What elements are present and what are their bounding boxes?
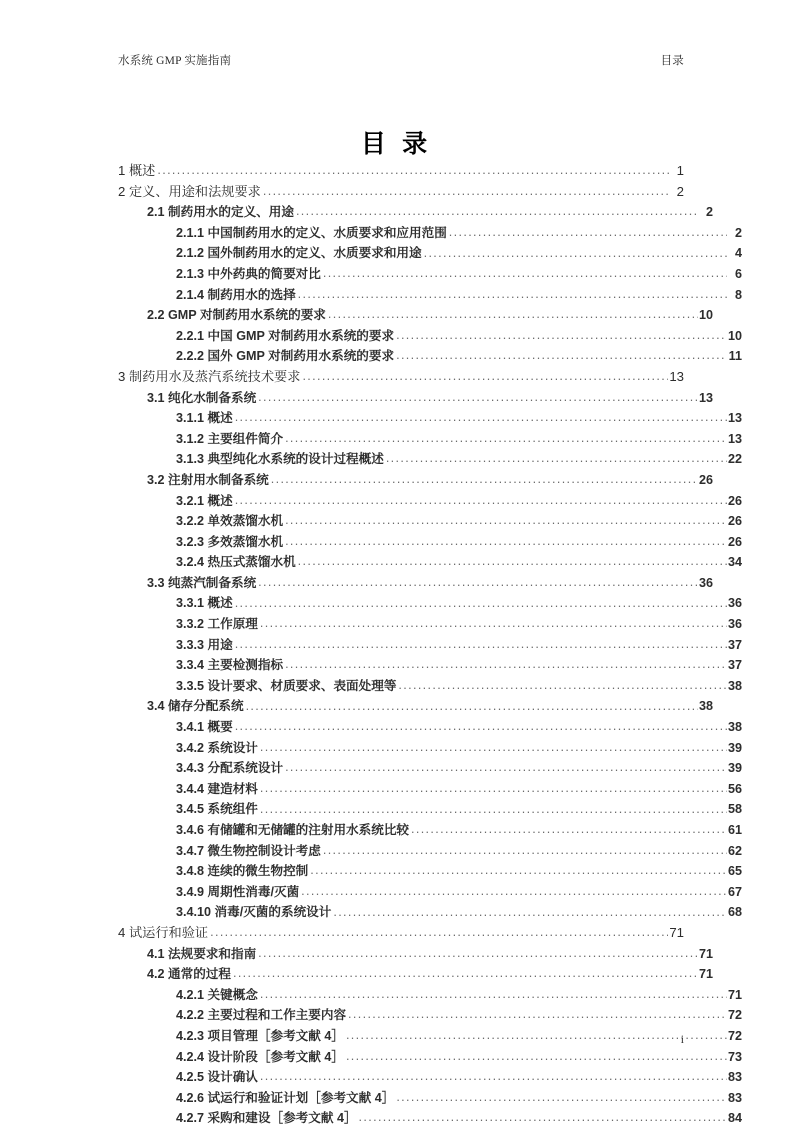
toc-leader-dots <box>328 308 698 321</box>
toc-leader-dots <box>285 761 727 774</box>
toc-entry-page-number: 71 <box>727 987 742 1002</box>
toc-entry[interactable] <box>118 387 713 408</box>
toc-entry-page-number: 83 <box>727 1070 742 1085</box>
toc-entry[interactable] <box>118 551 742 572</box>
toc-entry[interactable] <box>118 1107 742 1128</box>
toc-entry[interactable] <box>118 901 742 922</box>
toc-entry-label: 3.3.4 主要检测指标 <box>176 658 284 673</box>
toc-entry-page-number: 1 <box>676 163 684 178</box>
header-document-title: 水系统 GMP 实施指南 <box>118 55 232 67</box>
toc-entry[interactable] <box>118 1087 742 1108</box>
toc-entry-page-number: 10 <box>727 328 742 343</box>
toc-entry-page-number: 26 <box>727 493 742 508</box>
toc-entry[interactable] <box>118 428 742 449</box>
toc-entry-label: 2.1.1 中国制药用水的定义、水质要求和应用范围 <box>176 225 447 240</box>
page-title: 目 录 <box>360 131 433 158</box>
toc-entry-page-number: 71 <box>698 967 713 982</box>
toc-entry-label: 3.1.3 典型纯化水系统的设计过程概述 <box>176 452 384 467</box>
toc-entry[interactable] <box>118 1066 742 1087</box>
toc-entry[interactable] <box>118 490 742 511</box>
header-section-title: 目录 <box>660 55 684 67</box>
toc-entry-page-number: 39 <box>727 740 742 755</box>
table-of-contents <box>118 160 742 1128</box>
toc-entry-label: 2 定义、用途和法规要求 <box>118 183 261 199</box>
toc-leader-dots <box>301 885 727 898</box>
toc-entry[interactable] <box>118 469 713 490</box>
toc-leader-dots <box>285 432 727 445</box>
toc-entry[interactable] <box>118 304 713 325</box>
toc-entry-page-number: 13 <box>727 411 742 426</box>
toc-entry[interactable] <box>118 922 684 943</box>
toc-leader-dots <box>260 782 727 795</box>
toc-entry[interactable] <box>118 407 742 428</box>
toc-entry-page-number: 10 <box>698 308 713 323</box>
toc-leader-dots <box>233 967 698 980</box>
toc-entry-label: 3.4.3 分配系统设计 <box>176 761 284 776</box>
toc-leader-dots <box>246 699 698 712</box>
toc-entry-label: 4.2.3 项目管理［参考文献 4］ <box>176 1028 344 1043</box>
toc-entry[interactable] <box>118 778 742 799</box>
toc-entry[interactable] <box>118 531 742 552</box>
toc-entry[interactable] <box>118 819 742 840</box>
toc-entry-page-number: 13 <box>698 390 713 405</box>
toc-entry-page-number: 38 <box>727 678 742 693</box>
toc-entry-label: 2.1.3 中外药典的简要对比 <box>176 266 321 281</box>
toc-entry-label: 3.3.5 设计要求、材质要求、表面处理等 <box>176 678 397 693</box>
toc-entry[interactable] <box>118 1046 742 1067</box>
toc-entry-label: 3.1.2 主要组件简介 <box>176 431 284 446</box>
toc-entry[interactable] <box>118 345 742 366</box>
toc-entry-page-number: 84 <box>727 1111 742 1126</box>
toc-entry[interactable] <box>118 695 713 716</box>
toc-entry-label: 2.1.4 制药用水的选择 <box>176 287 296 302</box>
toc-leader-dots <box>396 1091 727 1104</box>
toc-leader-dots <box>235 720 727 733</box>
toc-entry[interactable] <box>118 366 684 387</box>
toc-leader-dots <box>157 164 669 177</box>
toc-entry[interactable] <box>118 1004 742 1025</box>
toc-entry-label: 2.2.2 国外 GMP 对制药用水系统的要求 <box>176 349 395 364</box>
toc-entry[interactable] <box>118 284 742 305</box>
toc-leader-dots <box>235 494 727 507</box>
toc-entry[interactable] <box>118 634 742 655</box>
toc-entry-label: 4.2 通常的过程 <box>147 967 231 982</box>
toc-entry-label: 4.2.2 主要过程和工作主要内容 <box>176 1008 347 1023</box>
toc-leader-dots <box>235 638 727 651</box>
toc-entry-page-number: 13 <box>727 431 742 446</box>
toc-leader-dots <box>210 926 668 939</box>
toc-entry-label: 3.4 储存分配系统 <box>147 699 244 714</box>
toc-leader-dots <box>449 226 727 239</box>
toc-entry[interactable] <box>118 613 742 634</box>
toc-entry-label: 4 试运行和验证 <box>118 924 209 940</box>
toc-leader-dots <box>296 205 698 218</box>
toc-entry-page-number: 8 <box>734 287 742 302</box>
toc-entry-page-number: 71 <box>669 924 684 940</box>
toc-entry-label: 4.2.7 采购和建设［参考文献 4］ <box>176 1111 357 1126</box>
toc-entry[interactable] <box>118 654 742 675</box>
toc-entry-label: 3.4.2 系统设计 <box>176 740 258 755</box>
toc-leader-dots <box>359 1111 727 1124</box>
toc-leader-dots <box>285 514 727 527</box>
toc-entry[interactable] <box>118 757 742 778</box>
toc-entry-label: 2.1.2 国外制药用水的定义、水质要求和用途 <box>176 246 422 261</box>
toc-entry-label: 3.3.3 用途 <box>176 637 233 652</box>
toc-entry-label: 3.3 纯蒸汽制备系统 <box>147 575 257 590</box>
toc-entry[interactable] <box>118 572 713 593</box>
toc-leader-dots <box>424 246 727 259</box>
toc-entry-page-number: 2 <box>734 225 742 240</box>
toc-leader-dots <box>346 1050 727 1063</box>
toc-entry-page-number: 36 <box>698 575 713 590</box>
toc-leader-dots <box>396 329 727 342</box>
toc-leader-dots <box>285 535 727 548</box>
toc-leader-dots <box>263 185 669 198</box>
toc-leader-dots <box>271 473 698 486</box>
toc-entry-label: 3.4.8 连续的微生物控制 <box>176 864 309 879</box>
toc-entry-label: 2.2 GMP 对制药用水系统的要求 <box>147 308 326 323</box>
toc-entry-page-number: 38 <box>698 699 713 714</box>
toc-entry-page-number: 68 <box>727 905 742 920</box>
toc-entry-label: 4.2.6 试运行和验证计划［参考文献 4］ <box>176 1090 395 1105</box>
toc-leader-dots <box>411 823 727 836</box>
toc-entry-label: 1 概述 <box>118 163 156 178</box>
toc-leader-dots <box>285 658 727 671</box>
toc-entry-page-number: 61 <box>727 823 742 837</box>
toc-leader-dots <box>298 555 727 568</box>
toc-entry[interactable] <box>118 860 742 881</box>
toc-leader-dots <box>348 1008 727 1021</box>
toc-entry-page-number: 26 <box>698 472 713 487</box>
toc-entry-label: 3 制药用水及蒸汽系统技术要求 <box>118 368 301 384</box>
toc-entry-page-number: 36 <box>727 596 742 611</box>
footer-page-number: i <box>680 1034 684 1046</box>
toc-entry[interactable] <box>118 263 742 284</box>
toc-leader-dots <box>260 988 727 1001</box>
toc-entry-page-number: 26 <box>727 534 742 549</box>
toc-entry-page-number: 11 <box>728 349 742 364</box>
toc-entry-label: 4.2.4 设计阶段［参考文献 4］ <box>176 1049 344 1064</box>
toc-entry-page-number: 22 <box>727 452 742 467</box>
toc-entry[interactable] <box>118 325 742 346</box>
toc-entry-label: 3.2.2 单效蒸馏水机 <box>176 514 284 529</box>
toc-entry-label: 3.4.10 消毒/灭菌的系统设计 <box>176 905 332 920</box>
toc-entry-page-number: 65 <box>727 864 742 879</box>
toc-entry-page-number: 72 <box>727 1008 742 1023</box>
toc-entry[interactable] <box>118 675 742 696</box>
toc-entry-label: 3.4.7 微生物控制设计考虑 <box>176 843 321 858</box>
toc-leader-dots <box>323 844 727 857</box>
toc-leader-dots <box>333 905 727 918</box>
toc-entry-page-number: 38 <box>727 720 742 735</box>
toc-entry-label: 4.1 法规要求和指南 <box>147 946 257 961</box>
toc-entry-page-number: 13 <box>669 368 684 384</box>
toc-leader-dots <box>235 596 727 609</box>
toc-entry-label: 2.1 制药用水的定义、用途 <box>147 205 294 220</box>
toc-entry[interactable] <box>118 160 684 181</box>
toc-leader-dots <box>302 370 668 383</box>
toc-entry-page-number: 73 <box>727 1049 742 1064</box>
toc-entry-page-number: 62 <box>727 843 742 858</box>
toc-leader-dots <box>260 802 727 815</box>
toc-entry-label: 4.2.1 关键概念 <box>176 987 258 1002</box>
toc-entry-label: 3.4.1 概要 <box>176 720 233 735</box>
toc-leader-dots <box>260 1070 727 1083</box>
toc-entry-label: 3.2.3 多效蒸馏水机 <box>176 534 284 549</box>
toc-leader-dots <box>386 452 727 465</box>
toc-entry[interactable] <box>118 798 742 819</box>
toc-entry-label: 3.2.4 热压式蒸馏水机 <box>176 555 296 570</box>
toc-entry-page-number: 39 <box>727 761 742 776</box>
toc-entry[interactable] <box>118 448 742 469</box>
toc-entry-label: 3.4.6 有储罐和无储罐的注射用水系统比较 <box>176 823 410 837</box>
toc-entry[interactable] <box>118 963 713 984</box>
toc-entry-label: 3.3.2 工作原理 <box>176 617 258 632</box>
toc-entry-label: 3.3.1 概述 <box>176 596 233 611</box>
toc-entry-page-number: 2 <box>705 205 713 220</box>
toc-leader-dots <box>323 267 727 280</box>
toc-entry-label: 3.2 注射用水制备系统 <box>147 472 269 487</box>
toc-entry-label: 3.4.5 系统组件 <box>176 802 258 817</box>
toc-entry[interactable] <box>118 592 742 613</box>
toc-entry[interactable] <box>118 840 742 861</box>
toc-entry[interactable] <box>118 881 742 902</box>
toc-entry-page-number: 6 <box>734 266 742 281</box>
toc-entry-label: 2.2.1 中国 GMP 对制药用水系统的要求 <box>176 328 395 343</box>
toc-entry-page-number: 2 <box>676 183 684 199</box>
toc-entry-page-number: 83 <box>727 1090 742 1105</box>
toc-entry-page-number: 56 <box>727 781 742 796</box>
toc-leader-dots <box>396 349 727 362</box>
toc-entry[interactable] <box>118 201 713 222</box>
page-footer <box>118 1034 684 1046</box>
toc-entry-page-number: 36 <box>727 617 742 632</box>
toc-entry-page-number: 26 <box>727 514 742 529</box>
toc-entry-page-number: 67 <box>727 884 742 899</box>
toc-leader-dots <box>235 411 727 424</box>
toc-entry-label: 3.1.1 概述 <box>176 411 233 426</box>
toc-leader-dots <box>258 391 698 404</box>
toc-entry-page-number: 4 <box>734 246 742 261</box>
toc-leader-dots <box>260 617 727 630</box>
running-header <box>118 52 684 68</box>
toc-entry[interactable] <box>118 716 742 737</box>
toc-entry-label: 3.2.1 概述 <box>176 493 233 508</box>
toc-entry-label: 3.4.9 周期性消毒/灭菌 <box>176 884 300 899</box>
toc-leader-dots <box>258 576 698 589</box>
toc-entry-page-number: 58 <box>727 802 742 817</box>
toc-leader-dots <box>398 679 727 692</box>
toc-entry[interactable] <box>118 181 684 202</box>
toc-entry[interactable] <box>118 510 742 531</box>
toc-entry-page-number: 72 <box>727 1028 742 1043</box>
toc-entry-page-number: 37 <box>727 658 742 673</box>
toc-entry-label: 3.4.4 建造材料 <box>176 781 258 796</box>
toc-entry[interactable] <box>118 242 742 263</box>
toc-entry-page-number: 37 <box>727 637 742 652</box>
toc-entry[interactable] <box>118 984 742 1005</box>
toc-leader-dots <box>310 864 727 877</box>
toc-entry-page-number: 71 <box>698 946 713 961</box>
toc-entry[interactable] <box>118 943 713 964</box>
toc-entry-label: 4.2.5 设计确认 <box>176 1070 258 1085</box>
toc-leader-dots <box>260 741 727 754</box>
toc-leader-dots <box>298 288 727 301</box>
toc-leader-dots <box>258 947 698 960</box>
toc-entry-label: 3.1 纯化水制备系统 <box>147 390 257 405</box>
toc-entry-page-number: 34 <box>727 555 742 570</box>
toc-entry[interactable] <box>118 737 742 758</box>
toc-entry[interactable] <box>118 222 742 243</box>
